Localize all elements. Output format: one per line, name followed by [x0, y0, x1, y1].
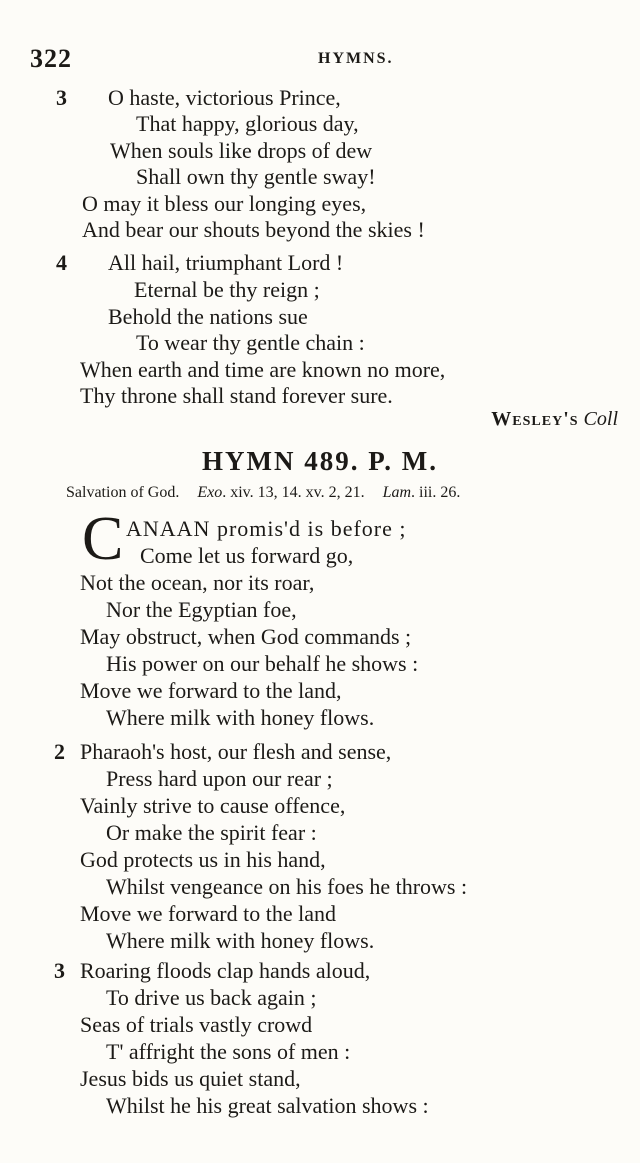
- drop-cap: C: [82, 505, 124, 573]
- verse-line: O haste, victorious Prince,: [108, 85, 341, 110]
- verse-line: Roaring floods clap hands aloud,: [80, 958, 371, 983]
- verse-line: O may it bless our longing eyes,: [82, 191, 367, 216]
- verse-line: Move we forward to the land,: [80, 678, 342, 703]
- hymn-topic: Salvation of God.: [66, 484, 180, 501]
- page-number: 322: [30, 44, 72, 73]
- verse-line: Or make the spirit fear :: [106, 820, 317, 845]
- verse-line: Not the ocean, nor its roar,: [80, 570, 315, 595]
- verse-line: Move we forward to the land: [80, 901, 336, 926]
- verse-line: Pharaoh's host, our flesh and sense,: [80, 739, 392, 764]
- scripture-ref: . xiv. 13, 14. xv. 2, 21.: [222, 484, 365, 501]
- verse-line: His power on our behalf he shows :: [106, 651, 419, 676]
- verse-line: ANAAN promis'd is before ;: [126, 516, 407, 541]
- verse-line: Press hard upon our rear ;: [106, 766, 333, 791]
- verse-line: Where milk with honey flows.: [106, 705, 375, 730]
- hymn-title: HYMN 489. P. M.: [202, 446, 438, 476]
- attribution-suffix: Coll: [583, 408, 618, 430]
- verse-line: And bear our shouts beyond the skies !: [82, 217, 425, 242]
- verse-line: When souls like drops of dew: [110, 138, 373, 163]
- hymn-subtitle: [66, 484, 460, 502]
- stanza-number: 3: [54, 958, 65, 983]
- attribution-name: Wesley's: [491, 408, 579, 430]
- verse-line: God protects us in his hand,: [80, 847, 326, 872]
- verse-line: May obstruct, when God commands ;: [80, 624, 412, 649]
- scripture-ref: . iii. 26.: [411, 484, 461, 501]
- stanza-number: 3: [56, 85, 67, 110]
- scripture-book: Exo: [197, 484, 223, 501]
- verse-line: Eternal be thy reign ;: [134, 277, 320, 302]
- verse-line: Nor the Egyptian foe,: [106, 597, 297, 622]
- verse-line: Whilst vengeance on his foes he throws :: [106, 874, 468, 899]
- verse-line: Jesus bids us quiet stand,: [80, 1066, 301, 1091]
- verse-line: Shall own thy gentle sway!: [136, 164, 376, 189]
- verse-line: That happy, glorious day,: [136, 111, 359, 136]
- verse-line: To drive us back again ;: [106, 985, 317, 1010]
- verse-line: When earth and time are known no more,: [80, 357, 446, 382]
- verse-line: Come let us forward go,: [140, 543, 354, 568]
- verse-line: All hail, triumphant Lord !: [108, 250, 344, 275]
- verse-line: Behold the nations sue: [108, 304, 308, 329]
- page-header: [30, 44, 620, 76]
- verse-line: Seas of trials vastly crowd: [80, 1012, 313, 1037]
- attribution: [491, 408, 618, 431]
- stanza-number: 2: [54, 739, 65, 764]
- verse-line: Thy throne shall stand forever sure.: [80, 383, 393, 408]
- stanza-number: 4: [56, 250, 67, 275]
- verse-line: Whilst he his great salvation shows :: [106, 1093, 429, 1118]
- verse-line: To wear thy gentle chain :: [136, 330, 365, 355]
- verse-line: T' affright the sons of men :: [106, 1039, 351, 1064]
- scripture-book: Lam: [382, 484, 412, 501]
- verse-line: Where milk with honey flows.: [106, 928, 375, 953]
- verse-line: Vainly strive to cause offence,: [80, 793, 346, 818]
- running-head: HYMNS.: [318, 50, 394, 67]
